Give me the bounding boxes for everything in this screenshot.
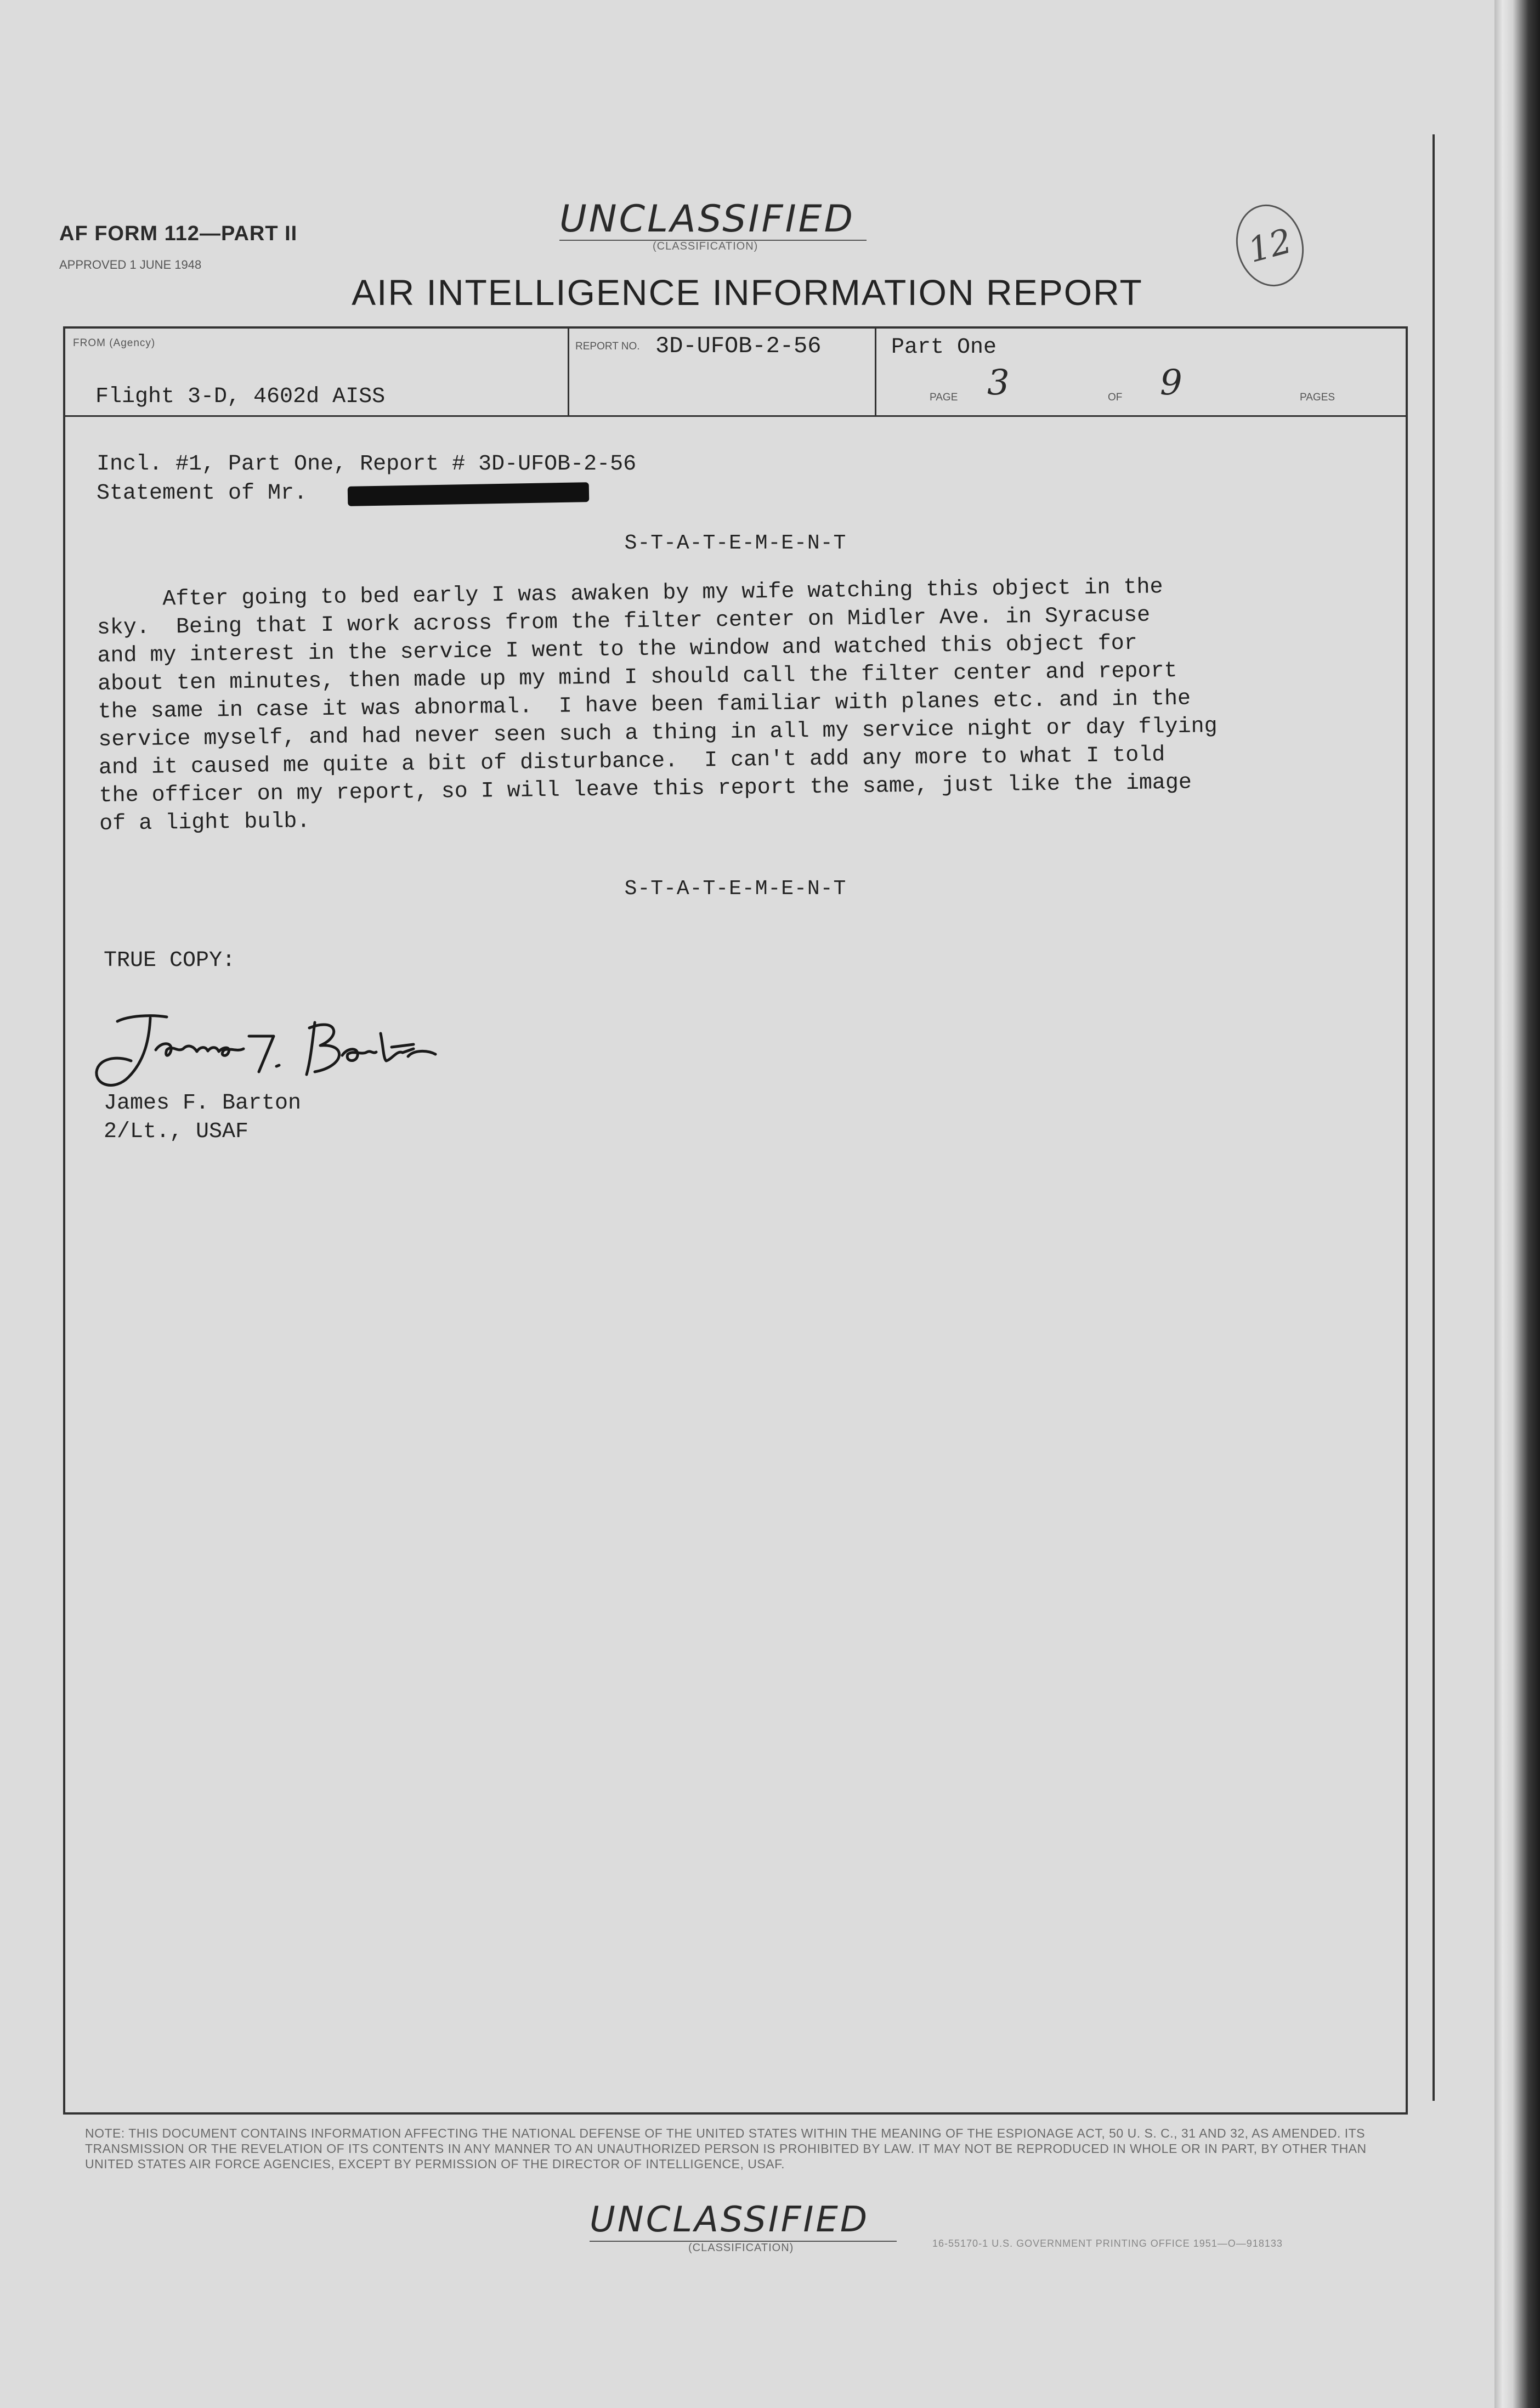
- espionage-note: NOTE: THIS DOCUMENT CONTAINS INFORMATION AFFECTING THE NATIONAL DEFENSE OF THE UNITED STATES WITHIN THE MEANING OF THE ESPIONAGE ACT, 50 U. S. C., 31 AND 32, AS AMENDED. ITS TRANSMISSION OR THE REVELATION OF ITS CONTENTS IN ANY MANNER TO AN UNAUTHORIZED PERSON IS PROHIBITED BY LAW. IT MAY NOT BE REPRODUCED IN WHOLE OR IN PART, BY OTHER THAN UNITED STATES AIR FORCE AGENCIES, EXCEPT BY PERMISSION OF THE DIRECTOR OF INTELLIGENCE, USAF.: [85, 2126, 1367, 2171]
- frame-right-rule: [1433, 134, 1435, 2101]
- true-copy-label: TRUE COPY:: [104, 948, 236, 973]
- page-number: 3: [987, 363, 1010, 403]
- report-no-caption: REPORT NO.: [575, 341, 640, 352]
- statement-heading-end: S-T-A-T-E-M-E-N-T: [624, 877, 847, 901]
- statement-heading-start: S-T-A-T-E-M-E-N-T: [624, 532, 847, 555]
- circled-page-marker: 12: [1227, 197, 1313, 294]
- inclosure-line: Incl. #1, Part One, Report # 3D-UFOB-2-56: [97, 452, 637, 477]
- classification-top: UNCLASSIFIED: [559, 197, 855, 241]
- redaction-bar: [348, 482, 590, 506]
- scan-edge: [1494, 0, 1540, 2408]
- from-caption: FROM (Agency): [73, 337, 156, 349]
- form-id: AF FORM 112—PART II: [59, 222, 298, 245]
- page-caption: PAGE: [930, 392, 958, 403]
- page-total: 9: [1160, 363, 1182, 403]
- from-cell: [65, 329, 569, 415]
- print-code: 16-55170-1 U.S. GOVERNMENT PRINTING OFFICE 1951—O—918133: [932, 2238, 1283, 2249]
- statement-of-line: Statement of Mr.: [97, 481, 308, 506]
- part-value: Part One: [891, 335, 997, 360]
- from-value: Flight 3-D, 4602d AISS: [95, 385, 386, 409]
- statement-paragraph: After going to bed early I was awaken by my wife watching this object in the sky. Being that I work across from the filter center on Midler Ave. in Syracuse and my interest in the service I went to the window and watched this object for about ten minutes, then made up my mind I should call the filter center and report the same in case it was abnormal. I have been familiar with planes etc. and in the service myself, and had never seen such a thing in all my service night or day flying and it caused me quite a bit of disturbance. I can't add any more to what I told the officer on my report, so I will leave this report the same, just like the image of a light bulb.: [97, 575, 1218, 836]
- report-box: [63, 326, 1408, 2115]
- report-title: AIR INTELLIGENCE INFORMATION REPORT: [352, 272, 1143, 313]
- of-caption: OF: [1108, 392, 1123, 403]
- classification-top-caption: (CLASSIFICATION): [653, 240, 758, 252]
- part-page-cell: [875, 329, 1407, 415]
- report-header-row: [65, 329, 1406, 417]
- pages-caption: PAGES: [1300, 392, 1335, 403]
- classification-bottom-caption: (CLASSIFICATION): [688, 2242, 794, 2254]
- report-no-value: 3D-UFOB-2-56: [655, 333, 822, 359]
- signer-rank: 2/Lt., USAF: [104, 1120, 249, 1144]
- signer-name: James F. Barton: [104, 1091, 302, 1116]
- classification-bottom: UNCLASSIFIED: [590, 2200, 870, 2240]
- form-approved-date: APPROVED 1 JUNE 1948: [59, 258, 202, 272]
- handwritten-signature: [84, 995, 479, 1094]
- report-no-cell: [568, 329, 876, 415]
